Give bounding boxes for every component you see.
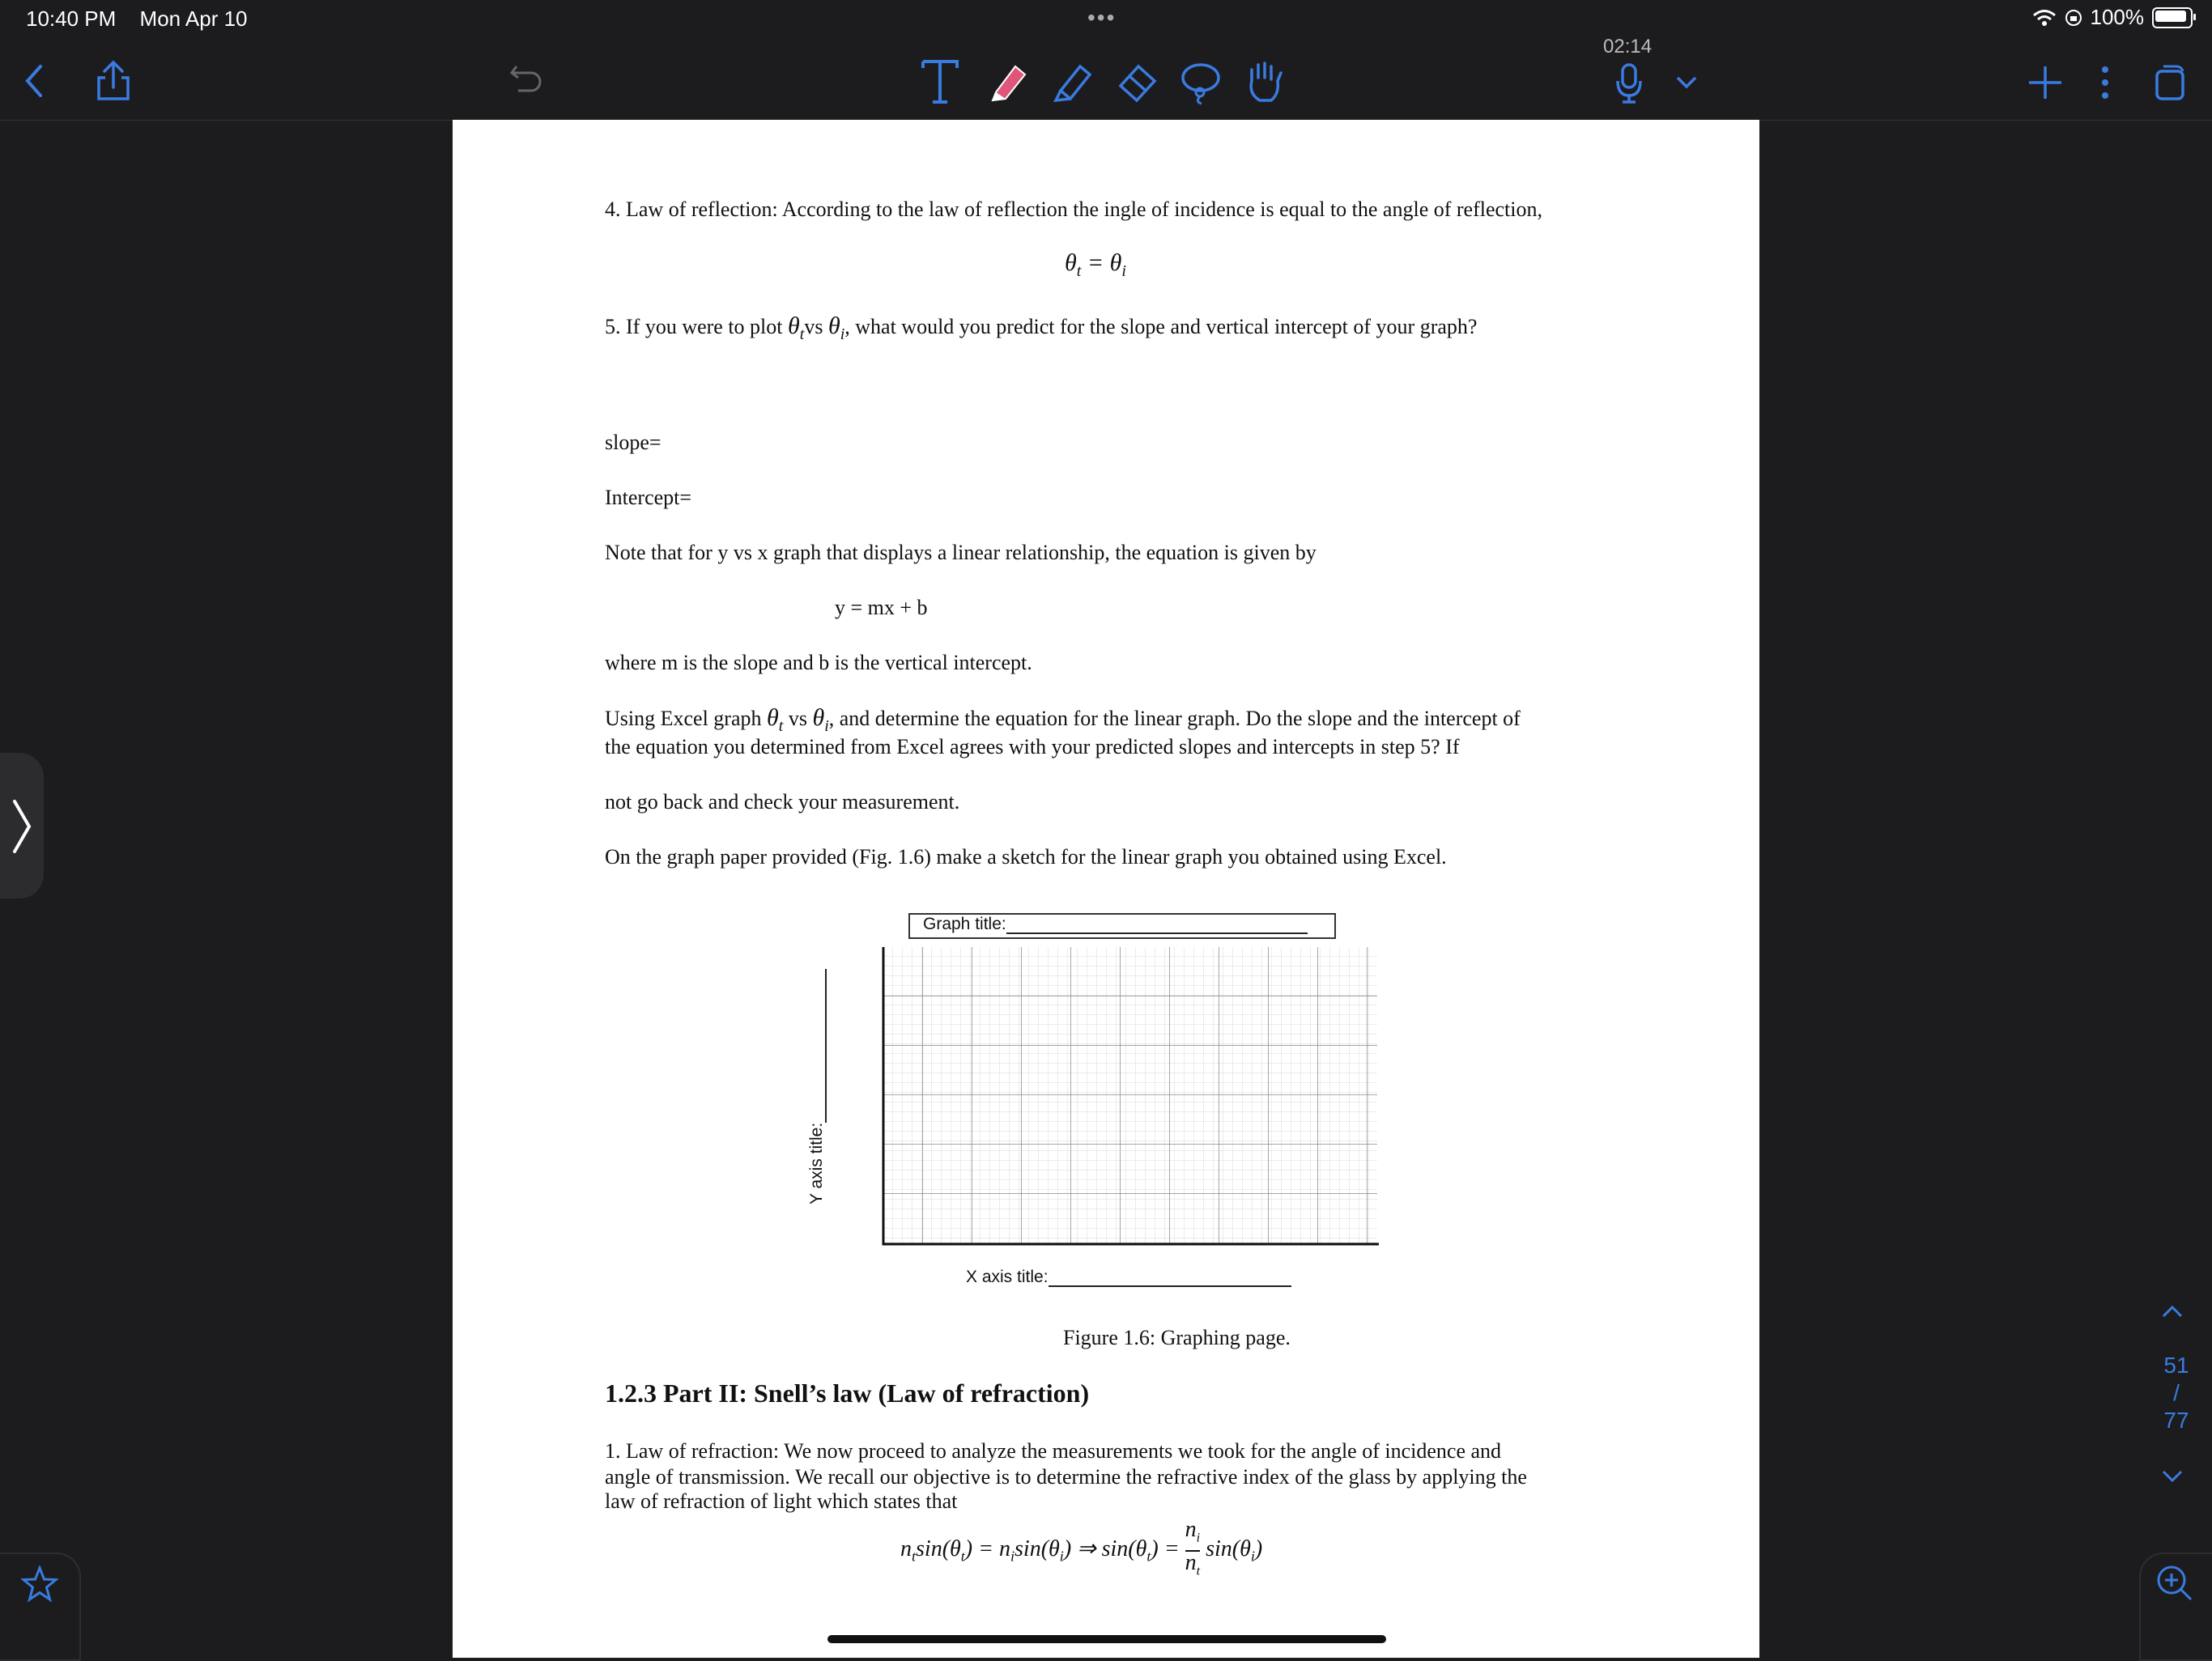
more-options-icon[interactable] [2099, 65, 2112, 100]
microphone-icon[interactable] [1614, 62, 1644, 105]
refraction-text-line1: 1. Law of refraction: We now proceed to analyze the measurements we took for the angle of incidence and [605, 1439, 1502, 1463]
add-icon[interactable] [2027, 65, 2063, 100]
hand-tool-icon[interactable] [1244, 58, 1284, 104]
note-text: Note that for y vs x graph that displays a linear relationship, the equation is given by [605, 541, 1317, 564]
chevron-down-icon[interactable] [1674, 74, 1699, 91]
total-pages: 77 [2163, 1408, 2189, 1433]
snell-law-equation: $n_t\sin(\theta_t) = n_i\sin(\theta_i)$ ⇒ $\sin(\theta_t)$ = $\frac{n_i}{n_t}$ $\sin(\theta_i)$ [900, 1517, 1263, 1578]
equation-reflection: $\theta_t = \theta_i$ [1065, 249, 1126, 280]
recording-timer: 02:14 [1603, 36, 1653, 57]
highlighter-tool-icon[interactable] [1051, 60, 1095, 104]
figure-caption: Figure 1.6: Graphing page. [1063, 1326, 1291, 1349]
status-bar-left [26, 6, 266, 32]
back-chevron-icon[interactable] [23, 63, 45, 99]
where-text: where m is the slope and b is the vertical intercept. [605, 651, 1032, 674]
refraction-text-line3: law of refraction of light which states that [605, 1489, 958, 1513]
previous-page-icon[interactable] [2160, 1303, 2184, 1319]
slope-label: slope= [605, 431, 661, 454]
question-5-text: 5. If you were to plot $\theta_tvs$ $\theta_i$, what would you predict for the slope and vertical intercept of your graph? [605, 312, 1478, 343]
document-page[interactable] [453, 120, 1759, 1658]
status-date: Mon Apr 10 [139, 6, 248, 31]
sketch-instruction-text: On the graph paper provided (Fig. 1.6) make a sketch for the linear graph you obtained using Excel. [605, 845, 1447, 869]
status-time: 10:40 PM [26, 6, 117, 31]
pen-tool-icon[interactable] [988, 60, 1030, 104]
check-measurement-text: not go back and check your measurement. [605, 790, 960, 814]
current-page: 51 [2163, 1353, 2189, 1378]
intercept-label: Intercept= [605, 486, 692, 509]
next-page-icon[interactable] [2160, 1468, 2184, 1485]
home-indicator[interactable] [827, 1635, 1386, 1643]
excel-instruction-line1: Using Excel graph $\theta_t$ vs $\theta_i$, and determine the equation for the linear graph. Do the slope and the intercept of [605, 704, 1521, 735]
graph-title-field: Graph title: [908, 913, 1336, 939]
multitasking-dots-icon[interactable]: ••• [1087, 5, 1117, 30]
star-icon[interactable] [21, 1565, 58, 1603]
refraction-text-line2: angle of transmission. We recall our objective is to determine the refractive index of the glass by applying the [605, 1465, 1527, 1489]
battery-icon [2152, 7, 2193, 28]
favorite-panel [0, 1553, 81, 1661]
chevron-right-icon [11, 798, 34, 855]
eraser-tool-icon[interactable] [1116, 60, 1159, 104]
orientation-lock-icon [2065, 9, 2082, 27]
graph-paper-grid [874, 947, 1772, 1368]
lasso-tool-icon[interactable] [1179, 60, 1223, 105]
question-4-text: 4. Law of reflection: According to the law of reflection the ingle of incidence is equal to the angle of reflection, [605, 198, 1543, 221]
page-thumbnails-icon[interactable] [2152, 62, 2188, 102]
battery-percent: 100% [2090, 5, 2144, 29]
zoom-panel [2139, 1553, 2212, 1661]
undo-icon[interactable] [508, 62, 544, 97]
x-axis-title-field: X axis title: [966, 1268, 1291, 1287]
page-indicator[interactable] [2154, 1352, 2199, 1434]
share-icon[interactable] [94, 60, 133, 102]
linear-equation: y = mx + b [835, 596, 928, 619]
wifi-icon [2032, 9, 2057, 27]
zoom-in-icon[interactable] [2155, 1564, 2194, 1603]
sidebar-toggle[interactable] [0, 753, 44, 898]
status-bar-right [2032, 5, 2193, 30]
page-separator: / [2173, 1380, 2180, 1405]
toolbar [0, 45, 2212, 121]
y-axis-title-field: Y axis title: [807, 969, 827, 1204]
text-tool-icon[interactable] [920, 58, 960, 105]
excel-instruction-line2: the equation you determined from Excel agrees with your predicted slopes and intercepts in step 5? If [605, 735, 1460, 758]
section-heading: 1.2.3 Part II: Snell’s law (Law of refraction) [605, 1379, 1090, 1408]
